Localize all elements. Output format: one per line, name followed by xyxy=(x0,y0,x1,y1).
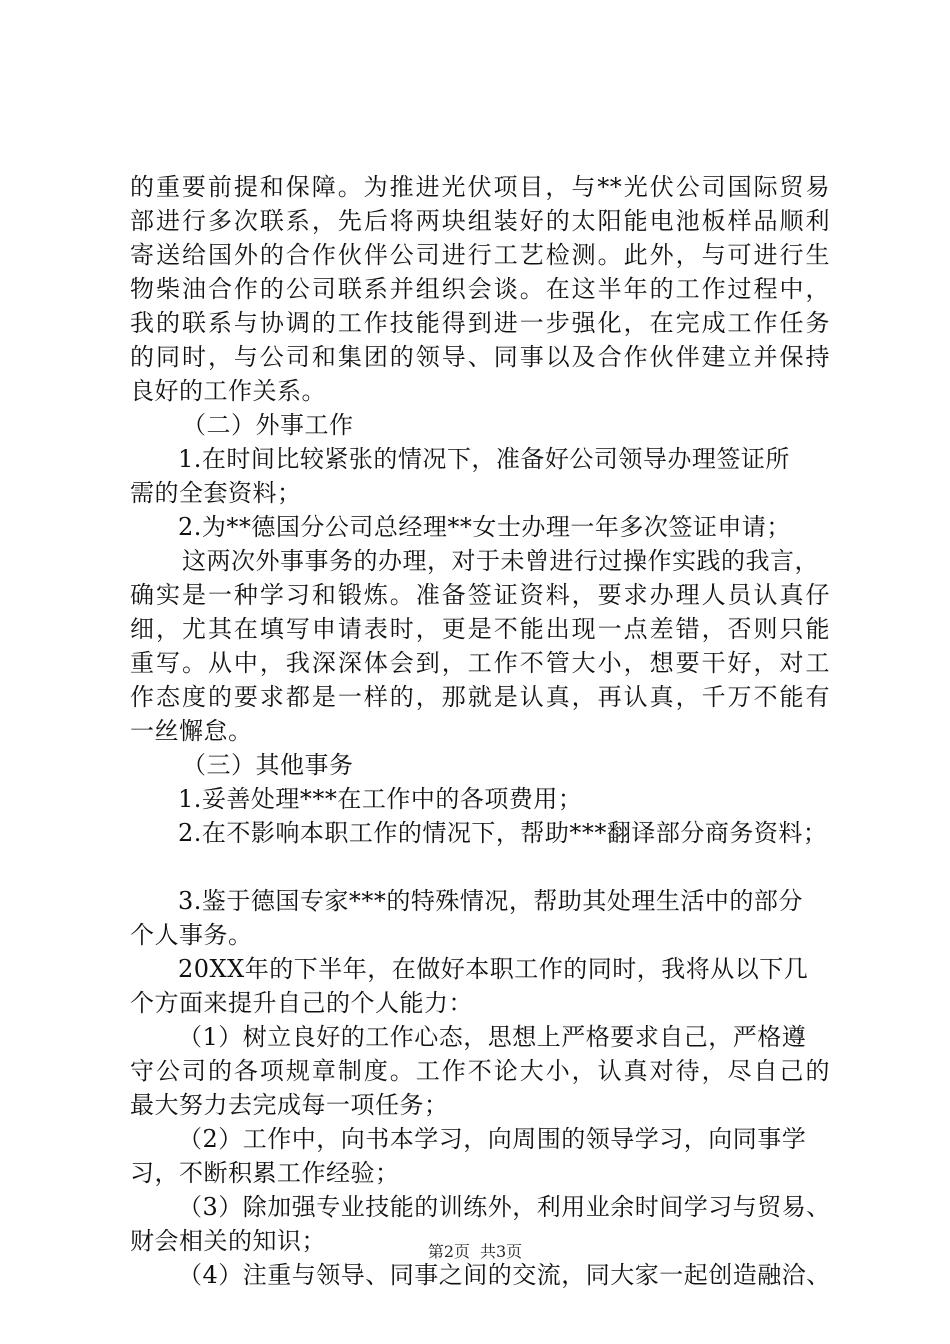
text-line: 的同时，与公司和集团的领导、同事以及合作伙伴建立并保持 xyxy=(130,343,830,371)
text-line: 这两次外事事务的办理，对于未曾进行过操作实践的我言， xyxy=(182,547,819,575)
text-line: 的重要前提和保障。为推进光伏项目，与**光伏公司国际贸易 xyxy=(130,173,830,201)
text-line: 20XX年的下半年，在做好本职工作的同时，我将从以下几 xyxy=(178,955,809,983)
text-line: 良好的工作关系。 xyxy=(130,377,326,405)
blank-line xyxy=(130,850,830,884)
text-line: （4）注重与领导、同事之间的交流，同大家一起创造融洽、 xyxy=(178,1261,831,1289)
text-line: 习，不断积累工作经验； xyxy=(130,1159,400,1187)
text-line: 物柴油合作的公司联系并组织会谈。在这半年的工作过程中， xyxy=(130,275,830,303)
text-line: 确实是一种学习和锻炼。准备签证资料，要求办理人员认真仔 xyxy=(130,581,830,609)
text-line: 重写。从中，我深深体会到，工作不管大小，想要干好，对工 xyxy=(130,649,830,677)
text-line: （1）树立良好的工作心态，思想上严格要求自己，严格遵 xyxy=(178,1023,807,1051)
text-line: 部进行多次联系，先后将两块组装好的太阳能电池板样品顺利 xyxy=(130,207,830,235)
text-line: 作态度的要求都是一样的，那就是认真，再认真，千万不能有 xyxy=(130,683,830,711)
text-line: 2.在不影响本职工作的情况下，帮助***翻译部分商务资料； xyxy=(178,819,828,847)
section-heading: （三）其他事务 xyxy=(182,751,354,779)
text-line: 2.为**德国分公司总经理**女士办理一年多次签证申请； xyxy=(178,513,791,541)
text-line: 个方面来提升自己的个人能力： xyxy=(130,989,473,1017)
text-line: 寄送给国外的合作伙伴公司进行工艺检测。此外，与可进行生 xyxy=(130,241,830,269)
text-line: 个人事务。 xyxy=(130,921,253,949)
page-number: 第2页 xyxy=(427,1242,470,1261)
text-line: 财会相关的知识； xyxy=(130,1227,326,1255)
text-line: 一丝懈怠。 xyxy=(130,717,253,745)
text-line: 守公司的各项规章制度。工作不论大小，认真对待，尽自己的 xyxy=(130,1057,830,1085)
section-heading: （二）外事工作 xyxy=(182,411,354,439)
text-line: 需的全套资料； xyxy=(130,479,302,507)
text-line: 最大努力去完成每一项任务； xyxy=(130,1091,449,1119)
text-line: 细，尤其在填写申请表时，更是不能出现一点差错，否则只能 xyxy=(130,615,830,643)
text-line: 1.妥善处理***在工作中的各项费用； xyxy=(178,785,583,813)
text-line: 3.鉴于德国专家***的特殊情况，帮助其处理生活中的部分 xyxy=(178,887,803,915)
page-footer xyxy=(0,1240,950,1264)
page-total: 共3页 xyxy=(480,1242,523,1261)
document-body xyxy=(130,170,830,1292)
text-line: （3）除加强专业技能的训练外，利用业余时间学习与贸易、 xyxy=(178,1193,831,1221)
text-line: 我的联系与协调的工作技能得到进一步强化，在完成工作任务 xyxy=(130,309,830,337)
text-line: （2）工作中，向书本学习，向周围的领导学习，向同事学 xyxy=(178,1125,807,1153)
text-line: 1.在时间比较紧张的情况下，准备好公司领导办理签证所 xyxy=(178,445,790,473)
